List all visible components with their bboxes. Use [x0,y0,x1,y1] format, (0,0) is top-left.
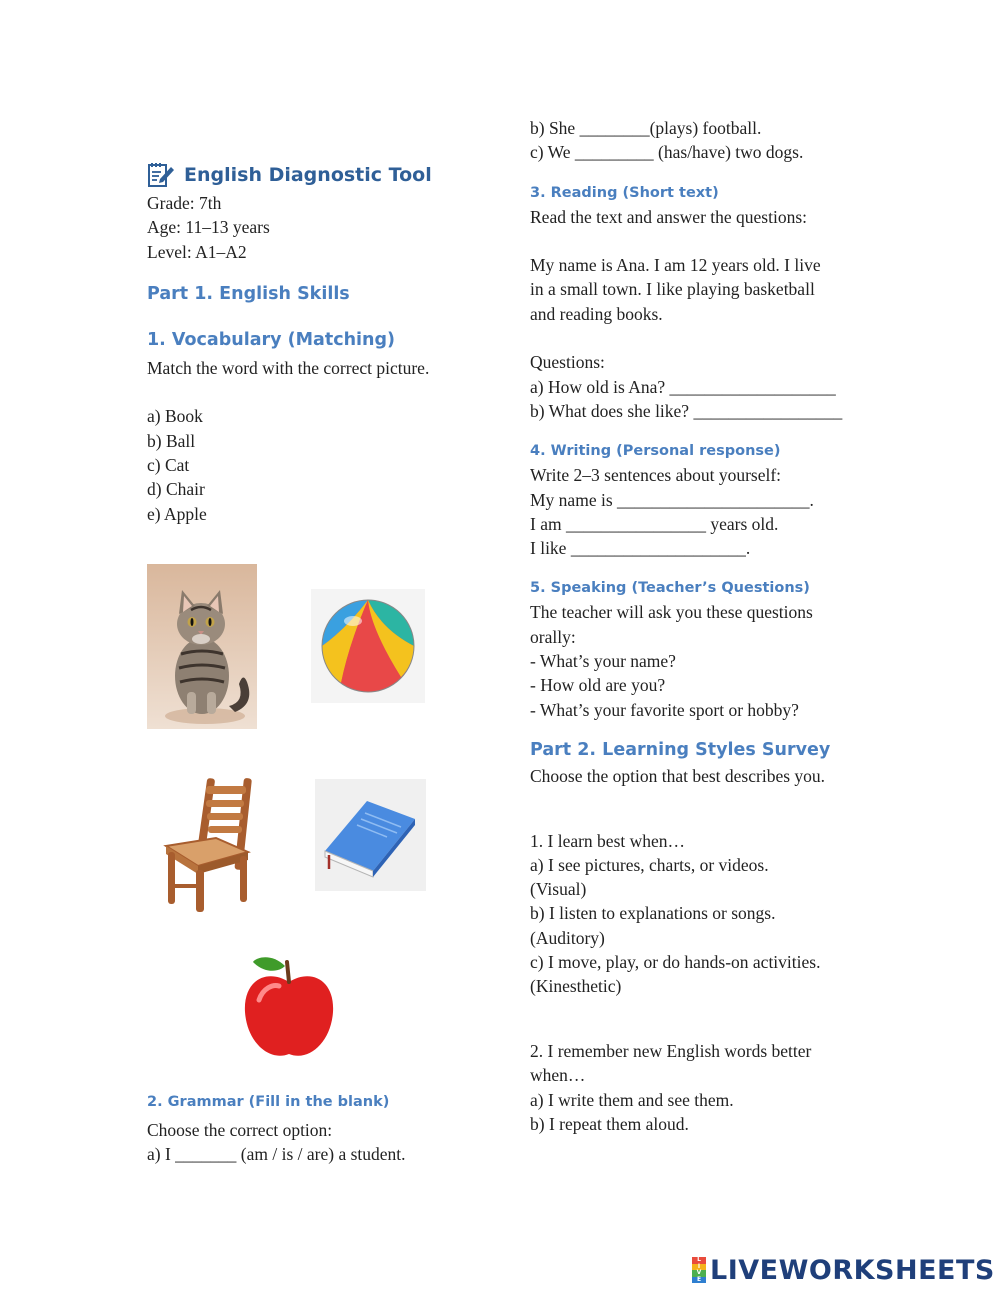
speaking-section [530,600,870,721]
grade-text: Grade: 7th [147,193,222,213]
age-text: Age: 11–13 years [147,217,270,238]
reading-question-b: b) What does she like? _________________ [530,400,843,421]
survey-q2-line: b) I repeat them aloud. [530,1113,689,1134]
reading-question-a: a) How old is Ana? ___________________ [530,376,836,397]
survey-q1-line: (Auditory) [530,927,605,948]
vocabulary-instruction: Match the word with the correct picture. [147,357,430,378]
writing-section [530,463,870,560]
reading-heading: 3. Reading (Short text) [530,184,719,201]
logo-text: LIVEWORKSHEETS [710,1254,995,1286]
vocabulary-section [147,356,487,526]
grammar-item-c: c) We _________ (has/have) two dogs. [530,142,804,163]
writing-line-name: My name is ______________________. [530,489,814,510]
left-column [147,160,487,526]
part2-heading: Part 2. Learning Styles Survey [530,739,831,760]
grammar-section [147,1094,487,1167]
speaking-instruction-line: The teacher will ask you these questions [530,602,813,623]
grammar-item-a: a) I _______ (am / is / are) a student. [147,1144,406,1165]
page-title-row [147,160,487,190]
survey-instruction: Choose the option that best describes you. [530,765,826,786]
survey-q1-line: (Visual) [530,879,587,900]
survey-q2-line: 2. I remember new English words better [530,1040,812,1061]
writing-heading: 4. Writing (Personal response) [530,443,781,460]
reading-text-line: in a small town. I like playing basketball [530,279,815,300]
reading-instruction: Read the text and answer the questions: [530,206,808,227]
vocabulary-heading: 1. Vocabulary (Matching) [147,329,396,350]
live-badge-icon: L I V E [692,1257,706,1283]
grammar-item-b: b) She ________(plays) football. [530,118,762,138]
chair-picture [158,776,258,914]
vocab-item-chair: d) Chair [147,479,205,500]
survey-q2-line: a) I write them and see them. [530,1089,734,1110]
writing-line-age: I am ________________ years old. [530,513,779,534]
beach-ball-picture [311,589,425,703]
writing-instruction: Write 2–3 sentences about yourself: [530,465,782,486]
survey-q2-line: when… [530,1065,586,1086]
apple-picture [237,950,342,1065]
liveworksheets-logo[interactable] [692,1254,995,1286]
book-picture [315,779,426,891]
part1-heading: Part 1. English Skills [147,283,350,304]
speaking-heading: 5. Speaking (Teacher’s Questions) [530,580,810,597]
survey-q1-line: (Kinesthetic) [530,976,622,997]
survey-q1-line: 1. I learn best when… [530,830,686,851]
right-column [530,116,870,1136]
survey-q1-line: c) I move, play, or do hands-on activities. [530,952,821,973]
reading-text-line: and reading books. [530,303,663,324]
questions-label: Questions: [530,352,605,373]
level-text: Level: A1–A2 [147,241,247,262]
grammar-instruction: Choose the correct option: [147,1120,333,1140]
vocab-item-book: a) Book [147,406,203,427]
notepad-pencil-icon [147,161,175,189]
survey-section [530,764,870,1136]
speaking-question: - What’s your name? [530,651,676,672]
cat-picture [147,564,257,729]
vocab-item-ball: b) Ball [147,430,196,451]
reading-section [530,205,870,424]
vocab-item-cat: c) Cat [147,455,190,476]
vocab-item-apple: e) Apple [147,503,207,524]
speaking-instruction-line: orally: [530,626,576,647]
speaking-question: - How old are you? [530,675,666,696]
page-title: English Diagnostic Tool [184,164,432,186]
header-info [147,191,487,264]
reading-text-line: My name is Ana. I am 12 years old. I live [530,255,821,276]
grammar-heading: 2. Grammar (Fill in the blank) [147,1094,390,1110]
writing-line-like: I like ____________________. [530,538,751,559]
survey-q1-line: b) I listen to explanations or songs. [530,903,776,924]
speaking-question: - What’s your favorite sport or hobby? [530,699,799,720]
survey-q1-line: a) I see pictures, charts, or videos. [530,854,769,875]
